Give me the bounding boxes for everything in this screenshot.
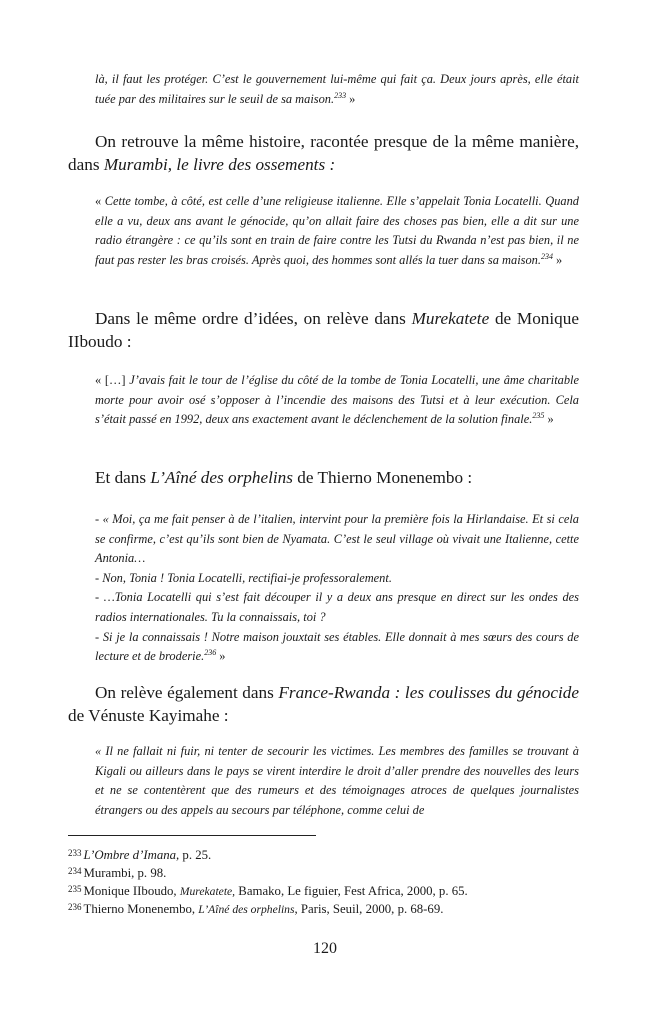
footnote-233: $^{233}$ L’Ombre d’Imana, p. 25. — [68, 848, 212, 862]
footnote-235: $^{235}$ Monique IIboudo, Murekatete, Bamako, Le figuier, Fest Africa, 2000, p. 65. — [68, 884, 468, 898]
book-title-france-rwanda: France-Rwanda : les coulisses du génocide — [278, 683, 579, 702]
book-title-murambi: Murambi, le livre des ossements : — [103, 155, 336, 174]
paragraph-aine-des-orphelins: Et dans L’Aîné des orphelins de Thierno Monenembo : — [95, 468, 473, 487]
footnote-234: $^{234}$ Murambi, p. 98. — [68, 866, 167, 880]
footnote-236: $^{236}$ Thierno Monenembo, L’Aîné des orphelins, Paris, Seuil, 2000, p. 68-69. — [68, 902, 444, 916]
footnote-ref-235: 235 — [532, 411, 545, 421]
paragraph-murekatete: Dans le même ordre d’idées, on relève dans Murekatete de Monique IIboudo : — [68, 309, 579, 351]
paragraph-france-rwanda: On relève également dans France-Rwanda : les coulisses du génocide de Vénuste Kayimahe : — [68, 683, 579, 725]
book-title-aine-des-orphelins: L’Aîné des orphelins — [150, 468, 293, 487]
footnote-ref-233: 233 — [334, 90, 347, 100]
dialogue-line: - « Moi, ça me fait penser à de l’italien, intervint pour la première fois la Hirlandaise. Et si cela se confirme, c’est qu’ils sont bien de Nyamata. C’est le seul village où vivait une Italienne, cette Antonia… — [95, 512, 579, 566]
page-number: 120 — [313, 940, 337, 957]
book-title-murekatete: Murekatete — [411, 309, 490, 328]
footnote-ref-236: 236 — [204, 648, 217, 658]
paragraph-murambi: On retrouve la même histoire, racontée presque de la même manière, dans Murambi, le livre des ossements : — [68, 132, 579, 174]
block-quote-kayimahe: « Il ne fallait ni fuir, ni tenter de secourir les victimes. Les membres des familles se trouvant à Kigali ou ailleurs dans le pays se virent interdire le droit d’aller prendre des nouvelles des leurs et ne se contentèrent que des rumeurs et des témoignages atroces de quelques journalistes étrangers ou des appels au secours par téléphone, comme celui de — [95, 744, 579, 817]
dialogue-line: - Non, Tonia ! Tonia Locatelli, rectifiai-je professoralement. — [95, 570, 392, 585]
footnote-separator — [68, 835, 316, 836]
dialogue-line: - Si je la connaissais ! Notre maison jouxtait ses étables. Elle donnait à mes sœurs des cours de lecture et de broderie.$^{236}$ » — [95, 629, 579, 664]
footnote-ref-234: 234 — [540, 251, 553, 261]
block-quote-233: là, il faut les protéger. C’est le gouvernement lui-même qui fait ça. Deux jours après, elle était tuée par des militaires sur le seuil de sa maison.$^{233}$ » — [95, 72, 579, 106]
block-quote-235: « […] J’avais fait le tour de l’église du côté de la tombe de Tonia Locatelli, une âme charitable morte pour avoir osé s’opposer à l’incendie des maisons des Tutsi et à leur exécution. Cela s’était passé en 1992, deux ans exactement avant le déclenchement de la solution finale.$^{235}$ » — [95, 373, 579, 427]
block-quote-236 — [95, 510, 579, 667]
dialogue-line: - …Tonia Locatelli qui s’est fait découper il y a deux ans presque en direct sur les ondes des radios internationales. Tu la connaissais, toi ? — [95, 590, 579, 624]
block-quote-234: « Cette tombe, à côté, est celle d’une religieuse italienne. Elle s’appelait Tonia Locatelli. Quand elle a vu, deux ans avant le génocide, qu’on allait faire des choses pas bien, elle a dit sur une radio étrangère : ce qu’ils sont en train de faire contre les Tutsi du Rwanda n’est pas bien, il ne faut pas rester les bras croisés. Après quoi, des hommes sont allés la tuer dans sa maison.$^{234}$ » — [95, 194, 579, 267]
